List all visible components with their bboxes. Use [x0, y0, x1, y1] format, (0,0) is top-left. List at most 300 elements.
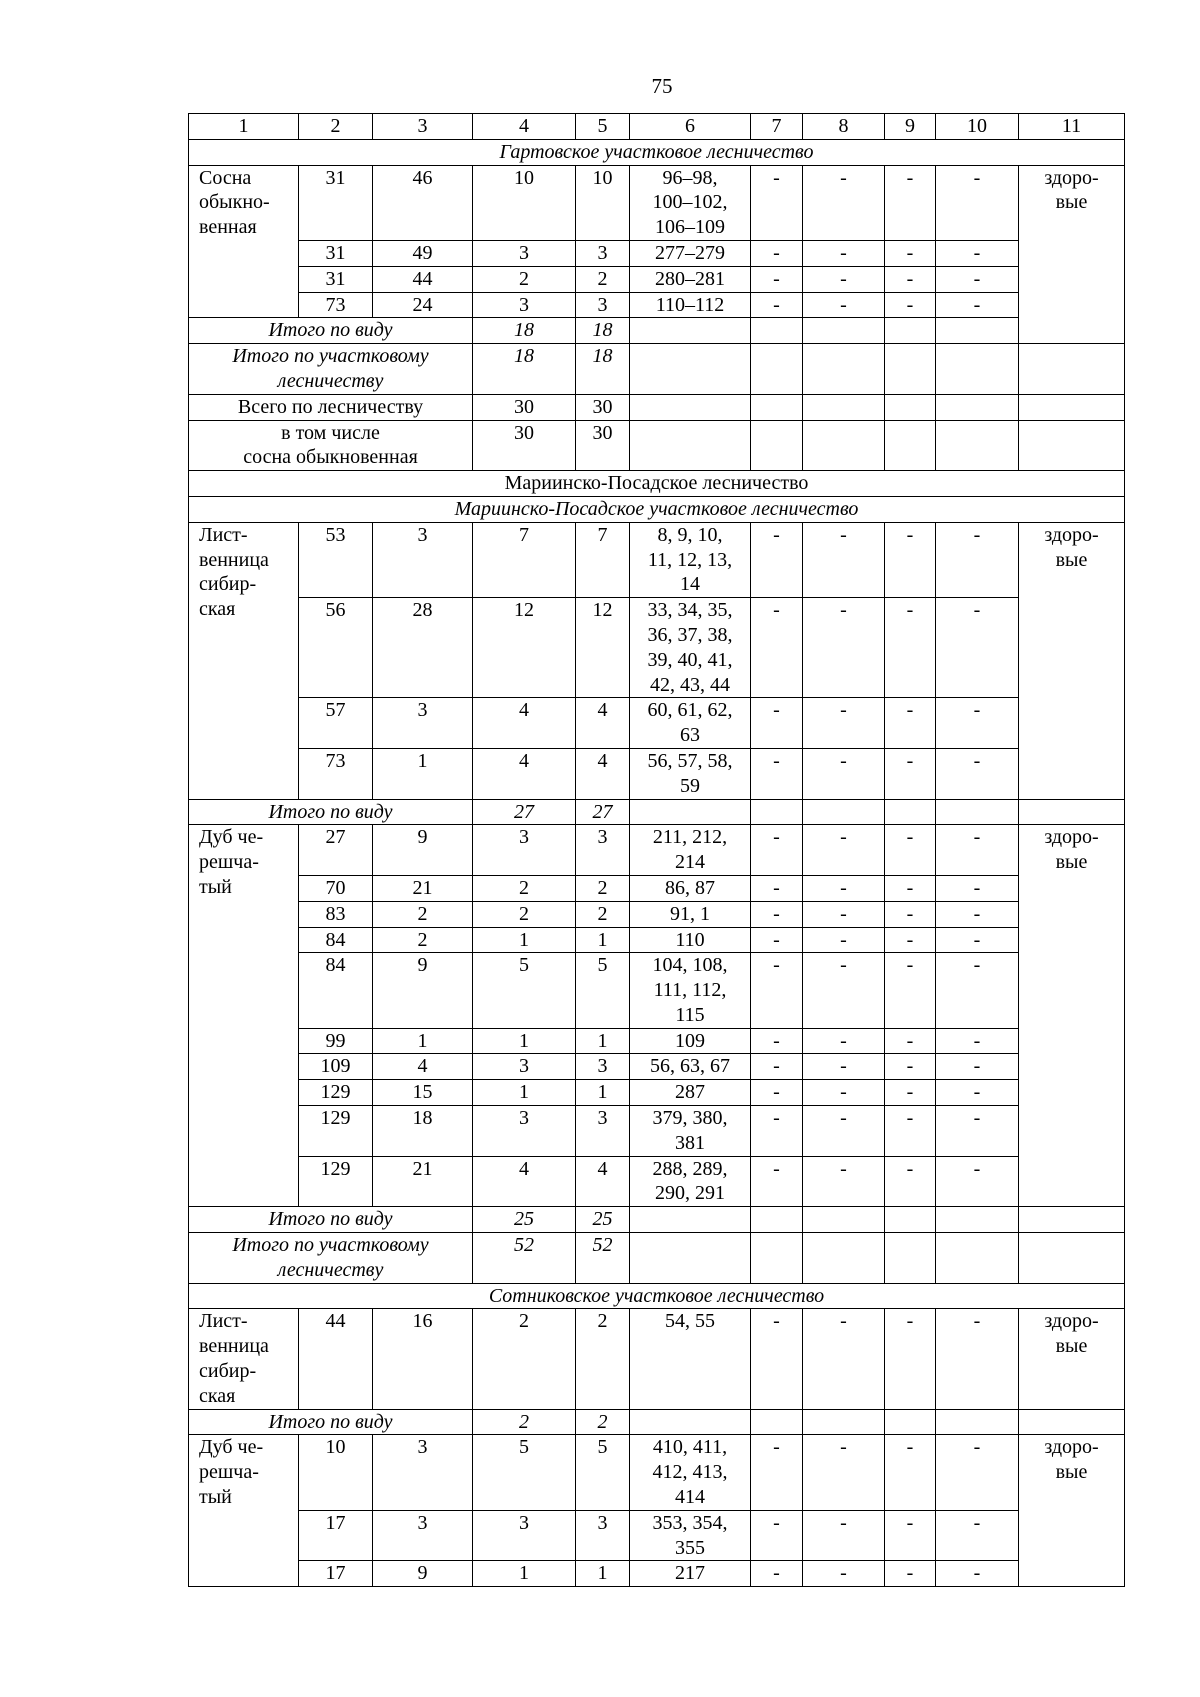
cell-dash: - — [803, 1309, 885, 1409]
empty-cell — [936, 394, 1019, 420]
table-row — [189, 598, 1125, 698]
cell-dash: - — [751, 1510, 803, 1561]
empty-cell — [1019, 1233, 1125, 1284]
empty-cell — [1019, 344, 1125, 395]
tree-number-line: 11, 12, 13, — [647, 548, 733, 571]
tree-number-line: 111, 112, — [653, 979, 727, 1002]
tree-number-line: 8, 9, 10, — [657, 523, 723, 546]
cell-count: 7 — [473, 522, 576, 597]
cell-block: 57 — [299, 698, 373, 749]
empty-cell — [630, 318, 751, 344]
tree-number-line: 109 — [675, 1029, 705, 1052]
cell-section: 3 — [373, 1435, 473, 1510]
cell-dash: - — [803, 1106, 885, 1157]
cell-tree-numbers — [630, 901, 751, 927]
table-row — [189, 1106, 1125, 1157]
cell-dash: - — [885, 165, 936, 240]
cell-dash: - — [936, 1510, 1019, 1561]
species-name — [189, 1435, 299, 1587]
column-header: 8 — [803, 114, 885, 140]
empty-cell — [936, 1409, 1019, 1435]
cell-dash: - — [803, 598, 885, 698]
tree-number-line: 280–281 — [655, 267, 725, 290]
empty-cell — [885, 394, 936, 420]
total-row — [189, 1409, 1125, 1435]
health-status — [1019, 1309, 1125, 1409]
cell-tree-numbers — [630, 266, 751, 292]
empty-cell — [1019, 1207, 1125, 1233]
cell-section: 9 — [373, 953, 473, 1028]
cell-dash: - — [751, 266, 803, 292]
cell-tree-numbers — [630, 240, 751, 266]
cell-dash: - — [885, 292, 936, 318]
cell-dash: - — [751, 698, 803, 749]
cell-count: 2 — [576, 266, 630, 292]
cell-tree-numbers — [630, 748, 751, 799]
cell-dash: - — [936, 1106, 1019, 1157]
empty-cell — [751, 1233, 803, 1284]
cell-tree-numbers — [630, 1435, 751, 1510]
cell-dash: - — [803, 875, 885, 901]
table-row — [189, 292, 1125, 318]
cell-dash: - — [885, 1106, 936, 1157]
cell-dash: - — [936, 1080, 1019, 1106]
table-row — [189, 698, 1125, 749]
species-line: решча- — [199, 1461, 259, 1484]
cell-tree-numbers — [630, 1510, 751, 1561]
cell-block: 31 — [299, 165, 373, 240]
cell-dash: - — [751, 240, 803, 266]
tree-number-line: 36, 37, 38, — [647, 623, 733, 646]
cell-count: 2 — [473, 901, 576, 927]
cell-dash: - — [803, 1435, 885, 1510]
tree-number-line: 277–279 — [655, 241, 725, 264]
table-row — [189, 927, 1125, 953]
cell-dash: - — [936, 1561, 1019, 1587]
cell-block: 129 — [299, 1106, 373, 1157]
cell-count: 1 — [473, 1028, 576, 1054]
tree-number-line: 96–98, — [662, 166, 718, 189]
species-line: ская — [199, 1384, 236, 1407]
cell-count: 3 — [473, 292, 576, 318]
empty-cell — [803, 420, 885, 471]
cell-dash: - — [803, 927, 885, 953]
cell-block: 53 — [299, 522, 373, 597]
cell-tree-numbers — [630, 1106, 751, 1157]
column-header: 6 — [630, 114, 751, 140]
empty-cell — [630, 799, 751, 825]
empty-cell — [936, 344, 1019, 395]
tree-number-line: 110 — [675, 928, 705, 951]
total-label — [189, 394, 473, 420]
column-header: 11 — [1019, 114, 1125, 140]
cell-block: 17 — [299, 1510, 373, 1561]
cell-dash: - — [803, 165, 885, 240]
total-count: 25 — [576, 1207, 630, 1233]
species-name — [189, 165, 299, 318]
total-count: 30 — [576, 420, 630, 471]
cell-block: 31 — [299, 240, 373, 266]
total-label-line: Итого по виду — [268, 1410, 393, 1433]
cell-dash: - — [751, 1106, 803, 1157]
tree-number-line: 379, 380, — [652, 1107, 728, 1130]
cell-section: 4 — [373, 1054, 473, 1080]
cell-dash: - — [885, 1080, 936, 1106]
tree-number-line: 381 — [675, 1131, 705, 1154]
cell-tree-numbers — [630, 1561, 751, 1587]
total-count: 2 — [576, 1409, 630, 1435]
cell-dash: - — [936, 1156, 1019, 1207]
total-label — [189, 1207, 473, 1233]
cell-block: 44 — [299, 1309, 373, 1409]
empty-cell — [751, 799, 803, 825]
health-line: здоро- — [1044, 166, 1099, 189]
health-status — [1019, 522, 1125, 799]
empty-cell — [630, 1207, 751, 1233]
tree-number-line: 288, 289, — [652, 1157, 728, 1180]
total-row — [189, 799, 1125, 825]
cell-section: 21 — [373, 875, 473, 901]
cell-block: 17 — [299, 1561, 373, 1587]
species-line: ская — [199, 598, 236, 621]
cell-tree-numbers — [630, 1309, 751, 1409]
species-line: венная — [199, 216, 257, 239]
cell-count: 12 — [576, 598, 630, 698]
empty-cell — [1019, 394, 1125, 420]
cell-section: 15 — [373, 1080, 473, 1106]
cell-count: 7 — [576, 522, 630, 597]
total-count: 30 — [473, 420, 576, 471]
cell-count: 4 — [473, 1156, 576, 1207]
species-line: Лист- — [199, 523, 248, 546]
tree-number-line: 56, 63, 67 — [650, 1055, 730, 1078]
empty-cell — [885, 420, 936, 471]
empty-cell — [936, 799, 1019, 825]
tree-number-line: 100–102, — [652, 191, 728, 214]
empty-cell — [936, 1233, 1019, 1284]
cell-dash: - — [803, 1028, 885, 1054]
tree-number-line: 14 — [680, 573, 700, 596]
cell-dash: - — [936, 953, 1019, 1028]
inventory-table — [188, 113, 1125, 1587]
tree-number-line: 410, 411, — [652, 1436, 728, 1459]
total-label — [189, 1233, 473, 1284]
cell-count: 1 — [576, 1561, 630, 1587]
empty-cell — [751, 344, 803, 395]
total-label-line: Всего по лесничеству — [237, 395, 424, 418]
empty-cell — [936, 1207, 1019, 1233]
tree-number-line: 54, 55 — [665, 1310, 715, 1333]
health-status — [1019, 1435, 1125, 1587]
total-label-line: сосна обыкновенная — [243, 446, 418, 469]
cell-section: 9 — [373, 825, 473, 876]
total-count: 2 — [473, 1409, 576, 1435]
cell-section: 1 — [373, 748, 473, 799]
cell-dash: - — [751, 522, 803, 597]
total-label-line: Итого по участковому — [232, 1234, 429, 1257]
total-label-line: Итого по участковому — [232, 345, 429, 368]
table-row — [189, 522, 1125, 597]
cell-dash: - — [885, 1028, 936, 1054]
cell-dash: - — [803, 1080, 885, 1106]
cell-dash: - — [751, 748, 803, 799]
column-header: 4 — [473, 114, 576, 140]
column-header: 9 — [885, 114, 936, 140]
cell-tree-numbers — [630, 875, 751, 901]
empty-cell — [885, 1409, 936, 1435]
total-count: 18 — [576, 318, 630, 344]
cell-dash: - — [936, 698, 1019, 749]
section-title: Мариинско-Посадское лесничество — [189, 471, 1125, 497]
empty-cell — [803, 318, 885, 344]
cell-dash: - — [936, 1435, 1019, 1510]
empty-cell — [630, 394, 751, 420]
total-row — [189, 318, 1125, 344]
empty-cell — [1019, 799, 1125, 825]
cell-count: 1 — [473, 927, 576, 953]
cell-dash: - — [751, 953, 803, 1028]
health-line: здоро- — [1044, 1436, 1099, 1459]
empty-cell — [803, 394, 885, 420]
species-line: тый — [199, 875, 232, 898]
tree-number-line: 39, 40, 41, — [647, 648, 733, 671]
cell-dash: - — [751, 165, 803, 240]
cell-dash: - — [751, 598, 803, 698]
tree-number-line: 60, 61, 62, — [647, 699, 733, 722]
table-row — [189, 1156, 1125, 1207]
cell-tree-numbers — [630, 953, 751, 1028]
cell-count: 5 — [473, 953, 576, 1028]
cell-count: 3 — [473, 1510, 576, 1561]
cell-count: 3 — [576, 292, 630, 318]
table-row — [189, 825, 1125, 876]
cell-dash: - — [885, 825, 936, 876]
cell-dash: - — [751, 1028, 803, 1054]
cell-block: 129 — [299, 1080, 373, 1106]
column-header: 1 — [189, 114, 299, 140]
tree-number-line: 59 — [680, 774, 700, 797]
cell-section: 21 — [373, 1156, 473, 1207]
cell-dash: - — [885, 1156, 936, 1207]
species-line: венница — [199, 548, 269, 571]
tree-number-line: 56, 57, 58, — [647, 749, 733, 772]
cell-count: 4 — [576, 748, 630, 799]
cell-dash: - — [936, 292, 1019, 318]
cell-dash: - — [936, 875, 1019, 901]
cell-count: 3 — [473, 1106, 576, 1157]
cell-tree-numbers — [630, 825, 751, 876]
cell-dash: - — [751, 1435, 803, 1510]
total-count: 30 — [576, 394, 630, 420]
total-row — [189, 1207, 1125, 1233]
cell-dash: - — [803, 1510, 885, 1561]
cell-dash: - — [751, 901, 803, 927]
cell-dash: - — [885, 1510, 936, 1561]
total-count: 27 — [473, 799, 576, 825]
empty-cell — [1019, 420, 1125, 471]
cell-dash: - — [936, 240, 1019, 266]
empty-cell — [751, 1207, 803, 1233]
cell-section: 16 — [373, 1309, 473, 1409]
tree-number-line: 211, 212, — [652, 826, 728, 849]
table-row — [189, 1510, 1125, 1561]
cell-dash: - — [803, 1054, 885, 1080]
cell-block: 10 — [299, 1435, 373, 1510]
cell-count: 3 — [576, 1510, 630, 1561]
cell-count: 3 — [576, 825, 630, 876]
cell-tree-numbers — [630, 1156, 751, 1207]
species-line: Дуб че- — [199, 1436, 264, 1459]
cell-tree-numbers — [630, 1054, 751, 1080]
cell-dash: - — [803, 698, 885, 749]
species-line: решча- — [199, 851, 259, 874]
cell-count: 1 — [576, 927, 630, 953]
cell-tree-numbers — [630, 598, 751, 698]
species-line: Дуб че- — [199, 826, 264, 849]
cell-dash: - — [936, 266, 1019, 292]
total-count: 27 — [576, 799, 630, 825]
tree-number-line: 63 — [680, 724, 700, 747]
empty-cell — [1019, 1409, 1125, 1435]
cell-section: 2 — [373, 901, 473, 927]
tree-number-line: 355 — [675, 1536, 705, 1559]
empty-cell — [803, 799, 885, 825]
cell-count: 3 — [576, 1106, 630, 1157]
total-label — [189, 1409, 473, 1435]
empty-cell — [630, 1409, 751, 1435]
cell-block: 109 — [299, 1054, 373, 1080]
health-line: здоро- — [1044, 523, 1099, 546]
tree-number-line: 33, 34, 35, — [647, 599, 733, 622]
tree-number-line: 110–112 — [655, 293, 725, 316]
cell-dash: - — [936, 901, 1019, 927]
table-row — [189, 748, 1125, 799]
total-row — [189, 1233, 1125, 1284]
empty-cell — [885, 799, 936, 825]
cell-tree-numbers — [630, 927, 751, 953]
cell-count: 10 — [473, 165, 576, 240]
section-row — [189, 496, 1125, 522]
cell-dash: - — [751, 1156, 803, 1207]
cell-count: 3 — [473, 1054, 576, 1080]
empty-cell — [630, 1233, 751, 1284]
cell-count: 12 — [473, 598, 576, 698]
cell-dash: - — [885, 875, 936, 901]
cell-block: 27 — [299, 825, 373, 876]
cell-section: 1 — [373, 1028, 473, 1054]
cell-dash: - — [803, 953, 885, 1028]
section-title: Мариинско-Посадское участковое лесничество — [189, 496, 1125, 522]
total-label-line: лесничеству — [277, 369, 384, 392]
table-row — [189, 1028, 1125, 1054]
cell-tree-numbers — [630, 522, 751, 597]
cell-dash: - — [885, 1435, 936, 1510]
cell-dash: - — [803, 1561, 885, 1587]
total-count: 52 — [473, 1233, 576, 1284]
cell-block: 129 — [299, 1156, 373, 1207]
species-line: Лист- — [199, 1310, 248, 1333]
cell-count: 4 — [473, 748, 576, 799]
health-line: здоро- — [1044, 1310, 1099, 1333]
cell-tree-numbers — [630, 698, 751, 749]
cell-dash: - — [751, 1561, 803, 1587]
cell-dash: - — [751, 875, 803, 901]
cell-dash: - — [803, 748, 885, 799]
cell-dash: - — [751, 825, 803, 876]
empty-cell — [803, 1409, 885, 1435]
cell-dash: - — [885, 266, 936, 292]
cell-dash: - — [885, 953, 936, 1028]
table-row — [189, 165, 1125, 240]
total-row — [189, 344, 1125, 395]
table-row — [189, 1309, 1125, 1409]
tree-number-line: 104, 108, — [652, 954, 728, 977]
species-name — [189, 825, 299, 1207]
table-body — [189, 114, 1125, 1587]
tree-number-line: 106–109 — [655, 216, 725, 239]
cell-dash: - — [885, 1309, 936, 1409]
cell-dash: - — [803, 292, 885, 318]
table-row — [189, 240, 1125, 266]
species-line: сибир- — [199, 573, 257, 596]
table-row — [189, 1435, 1125, 1510]
header-row — [189, 114, 1125, 140]
empty-cell — [885, 344, 936, 395]
total-label-line: лесничеству — [277, 1258, 384, 1281]
health-line: вые — [1055, 851, 1088, 874]
total-count: 25 — [473, 1207, 576, 1233]
health-status — [1019, 825, 1125, 1207]
cell-count: 2 — [473, 1309, 576, 1409]
empty-cell — [751, 1409, 803, 1435]
cell-count: 2 — [576, 1309, 630, 1409]
cell-section: 3 — [373, 522, 473, 597]
total-count: 18 — [473, 318, 576, 344]
empty-cell — [751, 318, 803, 344]
cell-dash: - — [885, 598, 936, 698]
tree-number-line: 353, 354, — [652, 1511, 728, 1534]
empty-cell — [751, 420, 803, 471]
section-title: Гартовское участковое лесничество — [189, 139, 1125, 165]
section-title: Сотниковское участковое лесничество — [189, 1283, 1125, 1309]
cell-section: 24 — [373, 292, 473, 318]
column-header: 3 — [373, 114, 473, 140]
total-label — [189, 799, 473, 825]
cell-count: 2 — [576, 875, 630, 901]
cell-dash: - — [885, 240, 936, 266]
cell-dash: - — [885, 748, 936, 799]
cell-dash: - — [936, 1309, 1019, 1409]
cell-dash: - — [936, 1028, 1019, 1054]
total-label — [189, 420, 473, 471]
table-row — [189, 266, 1125, 292]
cell-count: 3 — [473, 240, 576, 266]
total-label-line: в том числе — [281, 421, 380, 444]
cell-dash: - — [803, 825, 885, 876]
tree-number-line: 214 — [675, 851, 705, 874]
cell-block: 73 — [299, 292, 373, 318]
tree-number-line: 115 — [675, 1003, 705, 1026]
cell-dash: - — [936, 522, 1019, 597]
cell-dash: - — [803, 522, 885, 597]
cell-tree-numbers — [630, 292, 751, 318]
page-number: 75 — [651, 74, 673, 98]
cell-dash: - — [936, 748, 1019, 799]
cell-count: 3 — [473, 825, 576, 876]
cell-dash: - — [803, 266, 885, 292]
total-label-line: Итого по виду — [268, 800, 393, 823]
total-count: 18 — [576, 344, 630, 395]
